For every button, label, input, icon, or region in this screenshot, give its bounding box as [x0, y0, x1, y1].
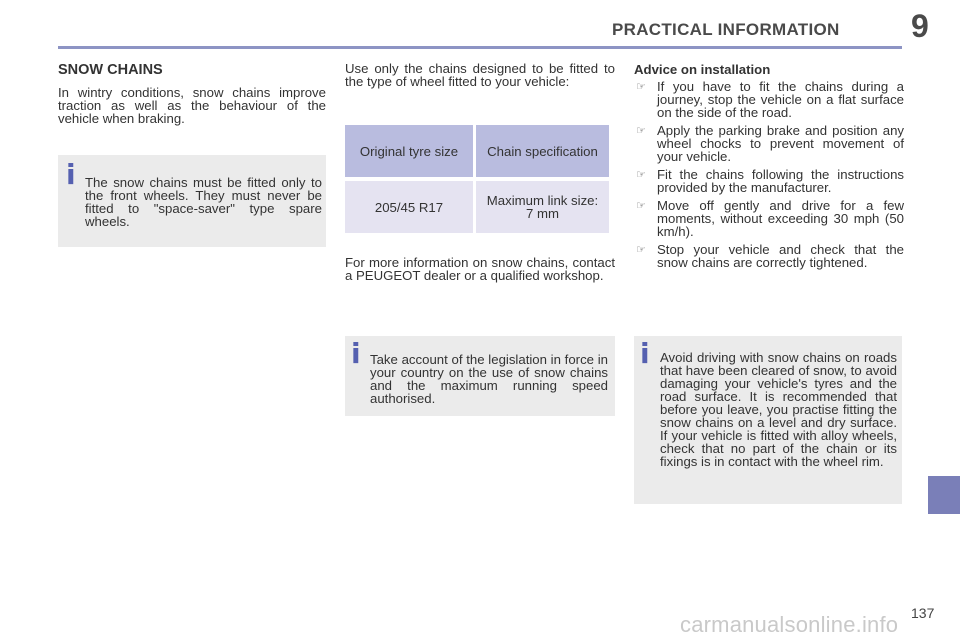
section-intro: In wintry conditions, snow chains improve traction as well as the behaviour of the vehicle when braking.: [58, 85, 326, 126]
info-box-alloy-wheels: [634, 336, 902, 504]
info-icon: i: [640, 337, 650, 370]
table-header-tyre-size: Original tyre size: [345, 125, 473, 177]
advice-list: [634, 80, 904, 274]
watermark: carmanualsonline.info: [680, 612, 899, 637]
chain-spec-table: [342, 125, 612, 233]
info-box-front-wheels: [58, 155, 326, 247]
list-item: ☞ Apply the parking brake and position any wheel chocks to prevent movement of your vehicle.: [636, 123, 904, 164]
pointing-hand-icon: ☞: [636, 199, 646, 212]
list-item: ☞ Move off gently and drive for a few moments, without exceeding 30 mph (50 km/h).: [636, 198, 904, 239]
pointing-hand-icon: ☞: [636, 168, 646, 181]
table-header-chain-spec: Chain specification: [476, 125, 609, 177]
list-item: ☞ Fit the chains following the instructions provided by the manufacturer.: [636, 167, 904, 195]
info-text-legislation: Take account of the legislation in force in your country on the use of snow chains and the maximum running speed authorised.: [370, 352, 608, 406]
info-icon: i: [351, 337, 361, 370]
chapter-title: PRACTICAL INFORMATION: [612, 20, 840, 39]
pointing-hand-icon: ☞: [636, 243, 646, 256]
table-cell-chain-spec: Maximum link size: 7 mm: [476, 181, 609, 233]
advice-title: Advice on installation: [634, 62, 771, 77]
pointing-hand-icon: ☞: [636, 124, 646, 137]
pointing-hand-icon: ☞: [636, 80, 646, 93]
chapter-tab: [928, 476, 960, 514]
info-text-alloy-wheels: Avoid driving with snow chains on roads that have been cleared of snow, to avoid damaging your vehicle's tyres and the road surface. It is recommended that before you leave, you practise fitting the snow chains on a level and dry surface. If your vehicle is fitted with alloy wheels, check that no part of the chain or its fixings is in contact with the wheel rim.: [660, 350, 897, 469]
more-info-text: For more information on snow chains, contact a PEUGEOT dealer or a qualified workshop.: [345, 255, 615, 283]
info-box-legislation: [345, 336, 615, 416]
page-number: 137: [911, 605, 935, 621]
section-title: SNOW CHAINS: [58, 62, 163, 78]
chains-intro: Use only the chains designed to be fitted to the type of wheel fitted to your vehicle:: [345, 61, 615, 89]
info-icon: i: [66, 158, 76, 191]
info-text-front-wheels: The snow chains must be fitted only to the front wheels. They must never be fitted to "space-saver" type spare wheels.: [85, 175, 322, 229]
chapter-number: 9: [911, 8, 929, 44]
list-item: ☞ If you have to fit the chains during a journey, stop the vehicle on a flat surface on the side of the road.: [636, 79, 904, 120]
list-item: ☞ Stop your vehicle and check that the snow chains are correctly tightened.: [636, 242, 904, 270]
table-cell-tyre-size: 205/45 R17: [345, 181, 473, 233]
header-divider: [58, 46, 902, 49]
